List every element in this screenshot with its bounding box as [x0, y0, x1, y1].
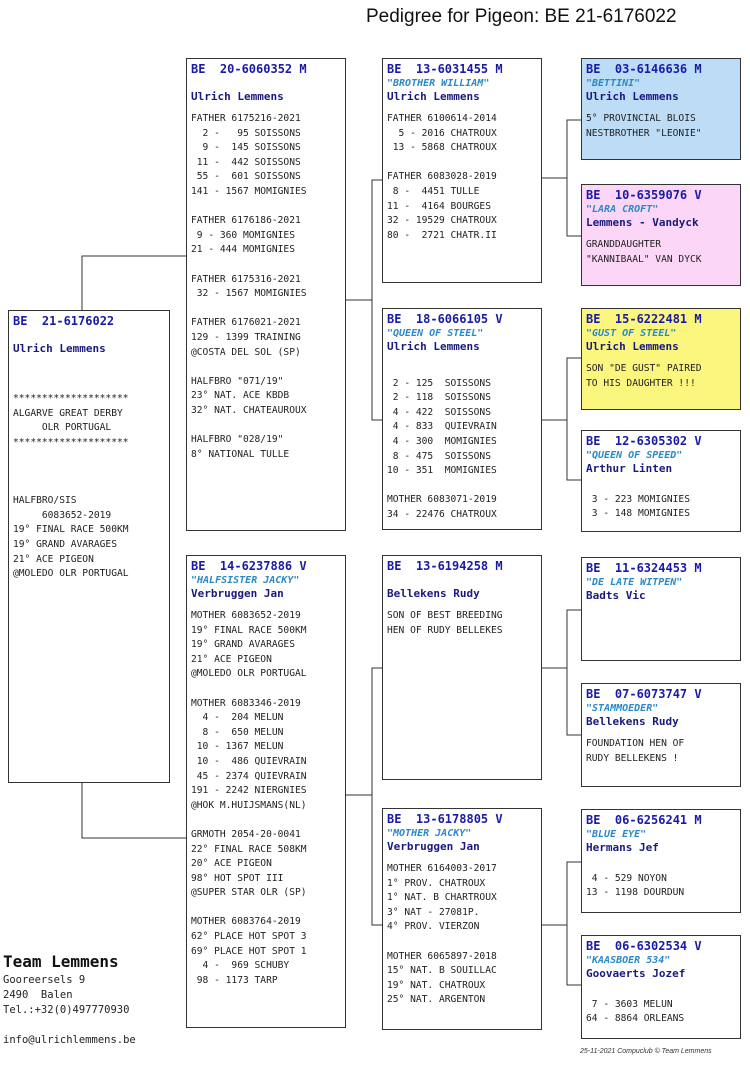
great-grandparent-card-2[interactable] [581, 184, 741, 286]
breeder-name: Verbruggen Jan [387, 840, 480, 853]
ring-number: BE 18-6066105 V [387, 312, 503, 326]
breeder-name: Hermans Jef [586, 841, 659, 854]
great-grandparent-card-3[interactable] [581, 308, 741, 410]
grandparent-card-maternal-sire[interactable] [382, 555, 542, 780]
pigeon-info: 7 - 3603 MELUN 64 - 8864 ORLEANS [586, 998, 685, 1025]
pigeon-nickname: "QUEEN OF STEEL" [387, 328, 484, 339]
breeder-name: Ulrich Lemmens [387, 90, 480, 103]
great-grandparent-card-7[interactable] [581, 809, 741, 913]
great-grandparent-card-1[interactable] [581, 58, 741, 160]
pigeon-nickname: "DE LATE WITPEN" [586, 577, 683, 588]
breeder-name: Ulrich Lemmens [13, 342, 106, 355]
mother-pigeon-card[interactable] [186, 555, 346, 1028]
ring-number: BE 13-6178805 V [387, 812, 503, 826]
ring-number: BE 10-6359076 V [586, 188, 702, 202]
pigeon-info: ******************** ALGARVE GREAT DERBY OLR PORTUGAL ******************** HALFBRO/SIS 6083652-2019 19° FINAL RACE 500KM 19° GRAND AVARAGES 21° ACE PIGEON @MOLEDO OLR PORTUGAL [13, 393, 129, 580]
pigeon-info: 3 - 223 MOMIGNIES 3 - 148 MOMIGNIES [591, 493, 690, 520]
breeder-name: Lemmens - Vandyck [586, 216, 699, 229]
ring-number: BE 15-6222481 M [586, 312, 702, 326]
pigeon-nickname: "BETTINI" [586, 78, 641, 89]
pigeon-nickname: "BLUE EYE" [586, 829, 647, 840]
ring-number: BE 03-6146636 M [586, 62, 702, 76]
team-name: Team Lemmens [3, 952, 119, 971]
breeder-name: Ulrich Lemmens [191, 90, 284, 103]
pigeon-nickname [387, 574, 537, 587]
pigeon-nickname: "LARA CROFT" [586, 204, 659, 215]
pigeon-info: 2 - 125 SOISSONS 2 - 118 SOISSONS 4 - 422 SOISSONS 4 - 833 QUIEVRAIN 4 - 300 MOMIGNIES 8 - 475 SOISSONS 10 - 351 MOMIGNIES MOTHER 6083071-2019 34 - 22476 CHATROUX [387, 377, 497, 520]
ring-number: BE 07-6073747 V [586, 687, 702, 701]
pigeon-info: 4 - 529 NOYON 13 - 1198 DOURDUN [586, 872, 685, 899]
great-grandparent-card-8[interactable] [581, 935, 741, 1039]
pigeon-nickname: "QUEEN OF SPEED" [586, 450, 683, 461]
pigeon-info: SON "DE GUST" PAIRED TO HIS DAUGHTER !!! [586, 363, 702, 389]
breeder-name: Bellekens Rudy [586, 715, 679, 728]
ring-number: BE 21-6176022 [13, 314, 115, 328]
breeder-name: Badts Vic [586, 589, 646, 602]
great-grandparent-card-5[interactable] [581, 557, 741, 661]
pigeon-nickname: "BROTHER WILLIAM" [387, 78, 490, 89]
pigeon-info: 5° PROVINCIAL BLOIS NESTBROTHER "LEONIE" [586, 113, 702, 139]
page-title: Pedigree for Pigeon: BE 21-6176022 [366, 6, 677, 27]
breeder-name: Bellekens Rudy [387, 587, 480, 600]
great-grandparent-card-4[interactable] [581, 430, 741, 532]
ring-number: BE 11-6324453 M [586, 561, 702, 575]
breeder-name: Ulrich Lemmens [387, 340, 480, 353]
breeder-name: Arthur Linten [586, 462, 673, 475]
pigeon-info: GRANDDAUGHTER "KANNIBAAL" VAN DYCK [586, 239, 702, 265]
pigeon-nickname: "HALFSISTER JACKY" [191, 575, 300, 586]
pigeon-nickname: "KAASBOER 534" [586, 955, 671, 966]
breeder-name: Ulrich Lemmens [586, 90, 679, 103]
subject-pigeon-card[interactable] [8, 310, 170, 783]
contact-address: Gooreersels 9 2490 Balen Tel.:+32(0)497770930 [3, 974, 130, 1016]
breeder-name: Ulrich Lemmens [586, 340, 679, 353]
ring-number: BE 14-6237886 V [191, 559, 307, 573]
ring-number: BE 13-6194258 M [387, 559, 503, 573]
breeder-name: Verbruggen Jan [191, 587, 284, 600]
grandparent-card-paternal-dam[interactable] [382, 308, 542, 530]
contact-email[interactable]: info@ulrichlemmens.be [3, 1034, 136, 1046]
pigeon-info: FOUNDATION HEN OF RUDY BELLEKENS ! [586, 738, 685, 764]
pigeon-nickname: "MOTHER JACKY" [387, 828, 472, 839]
ring-number: BE 06-6256241 M [586, 813, 702, 827]
pigeon-nickname: "GUST OF STEEL" [586, 328, 677, 339]
pigeon-info: SON OF BEST BREEDING HEN OF RUDY BELLEKES [387, 610, 503, 636]
footer-credit: 25-11-2021 Compuclub © Team Lemmens [580, 1048, 712, 1055]
ring-number: BE 06-6302534 V [586, 939, 702, 953]
pigeon-info: MOTHER 6083652-2019 19° FINAL RACE 500KM 19° GRAND AVARAGES 21° ACE PIGEON @MOLEDO OLR PORTUGAL MOTHER 6083346-2019 4 - 204 MELUN 8 - 650 MELUN 10 - 1367 MELUN 10 - 486 QUIEVRAIN 45 - 2374 QUIEVRAIN 191 - 2242 NIERGNIES @HOK M.HUIJSMANS(NL) GRMOTH 2054-20-0041 22° FINAL RACE 508KM 20° ACE PIGEON 98° HOT SPOT III @SUPER STAR OLR (SP) MOTHER 6083764-2019 62° PLACE HOT SPOT 3 69° PLACE HOT SPOT 1 4 - 969 SCHUBY 98 - 1173 TARP [191, 610, 307, 986]
pigeon-info: MOTHER 6164003-2017 1° PROV. CHATROUX 1° NAT. B CHARTROUX 3° NAT - 27081P. 4° PROV. VIERZON MOTHER 6065897-2018 15° NAT. B SOUILLAC 19° NAT. CHATROUX 25° NAT. ARGENTON [387, 863, 497, 1006]
pigeon-nickname [191, 77, 341, 90]
pigeon-info: FATHER 6175216-2021 2 - 95 SOISSONS 9 - 145 SOISSONS 11 - 442 SOISSONS 55 - 601 SOISSONS 141 - 1567 MOMIGNIES FATHER 6176186-2021 9 - 360 MOMIGNIES 21 - 444 MOMIGNIES FATHER 6175316-2021 32 - 1567 MOMIGNIES FATHER 6176021-2021 129 - 1399 TRAINING @COSTA DEL SOL (SP) HALFBRO "071/19" 23° NAT. ACE KBDB 32° NAT. CHATEAUROUX HALFBRO "028/19" 8° NATIONAL TULLE [191, 113, 307, 460]
grandparent-card-maternal-dam[interactable] [382, 808, 542, 1030]
pigeon-nickname: "STAMMOEDER" [586, 703, 659, 714]
ring-number: BE 13-6031455 M [387, 62, 503, 76]
breeder-name: Goovaerts Jozef [586, 967, 686, 980]
great-grandparent-card-6[interactable] [581, 683, 741, 787]
pigeon-info: FATHER 6100614-2014 5 - 2016 CHATROUX 13 - 5868 CHATROUX FATHER 6083028-2019 8 - 4451 TULLE 11 - 4164 BOURGES 32 - 19529 CHATROUX 80 - 2721 CHATR.II [387, 113, 497, 241]
father-pigeon-card[interactable] [186, 58, 346, 531]
ring-number: BE 20-6060352 M [191, 62, 307, 76]
grandparent-card-paternal-sire[interactable] [382, 58, 542, 283]
ring-number: BE 12-6305302 V [586, 434, 702, 448]
